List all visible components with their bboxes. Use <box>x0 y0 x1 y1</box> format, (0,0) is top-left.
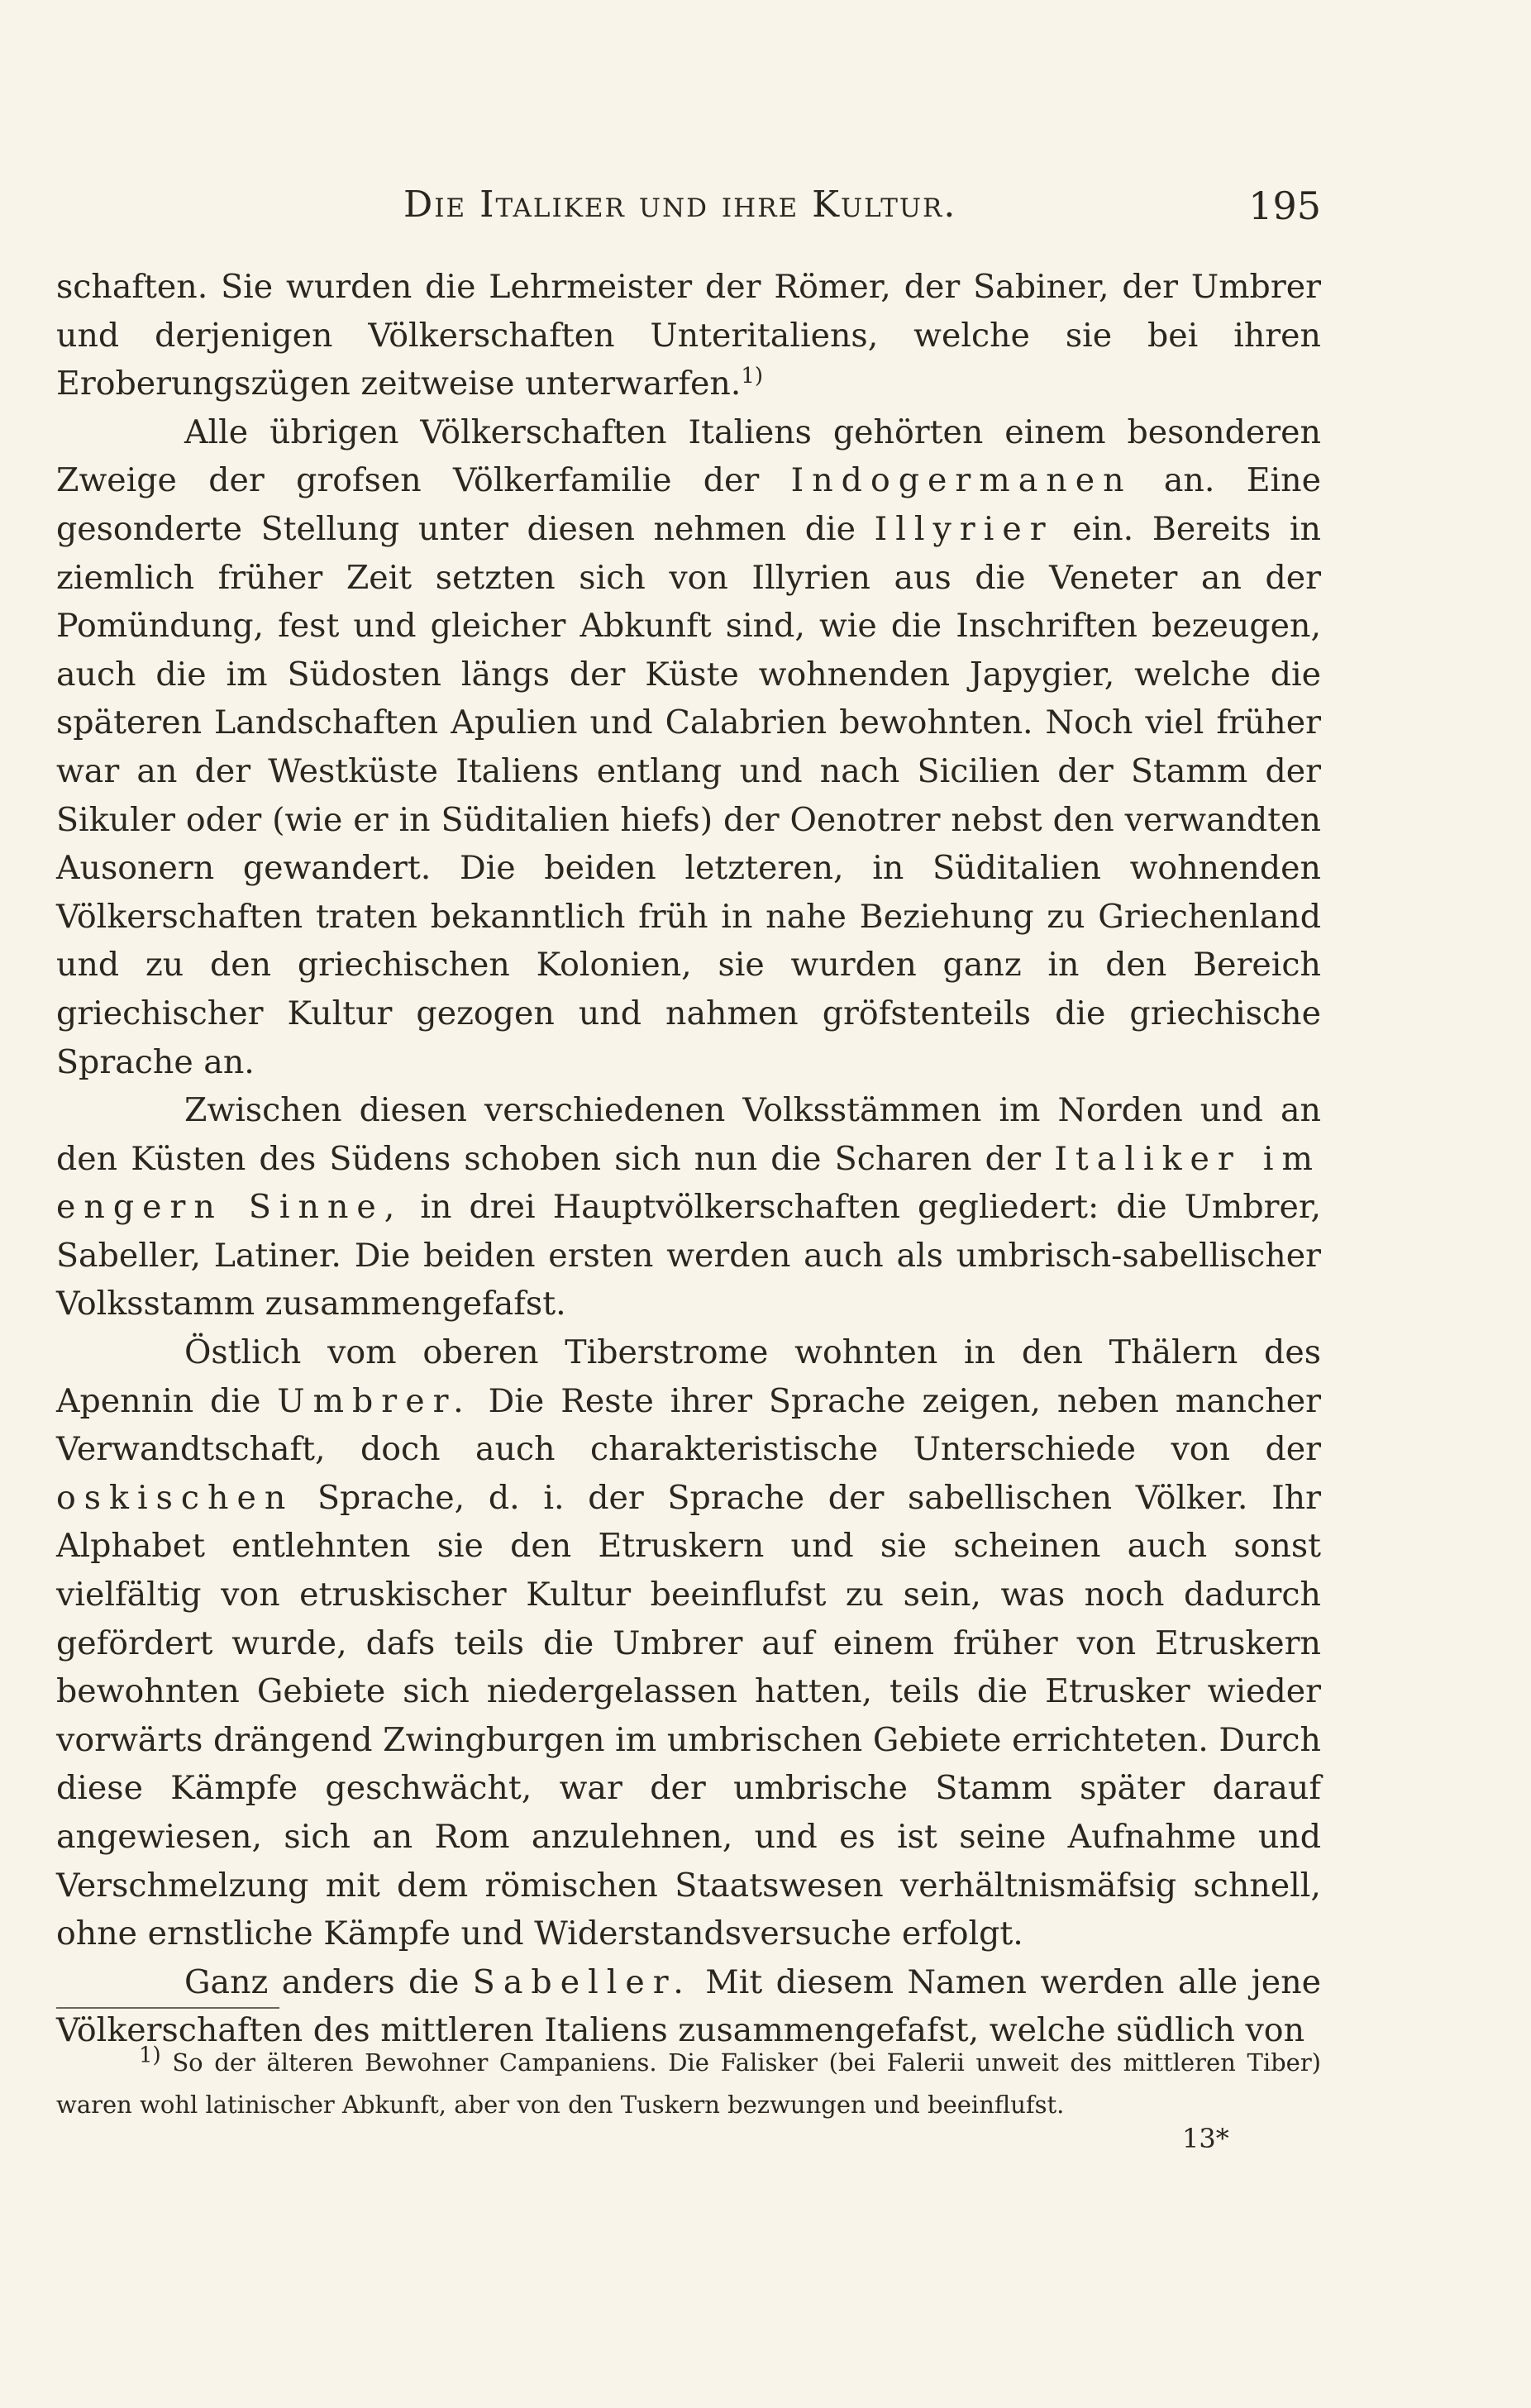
p3-text-a: Zwischen diesen verschiedenen Volksstämmen im Norden und an den Küsten des Südens schoben sich nun die Scharen der <box>56 1091 1321 1178</box>
page-number: 195 <box>1248 184 1321 228</box>
header-title: Die Italiker und ihre Kultur. <box>403 184 957 226</box>
p3-text-b: in drei Hauptvölkerschaften gegliedert: die Umbrer, Sabeller, Latiner. Die beiden ersten werden auch als umbrisch-sabellischer Volksstamm zusammengefafst. <box>56 1188 1322 1323</box>
footnote-text: So der älteren Bewohner Campaniens. Die Falisker (bei Falerii unweit des mittleren Tiber) waren wohl latinischer Abkunft, aber von den Tuskern bezwungen und beeinflufst. <box>56 2048 1321 2119</box>
paragraph-1 <box>56 263 1321 408</box>
p2-text-a: Alle übrigen Völkerschaften Italiens gehörten einem besonderen Zweige der grofsen Völkerfamilie der <box>56 412 1321 500</box>
footnote-divider <box>56 2007 279 2009</box>
p4-text-b: Die Reste ihrer Sprache zeigen, neben mancher Verwandtschaft, doch auch charakteristische Unterschiede von der <box>56 1381 1321 1469</box>
p4-text-a: Östlich vom oberen Tiberstrome wohnten in den Thälern des Apennin die <box>56 1333 1321 1420</box>
p3-spaced-term-1: Italiker im engern Sinne, <box>56 1139 1322 1227</box>
paragraph-4 <box>56 1328 1321 1958</box>
paragraph-2 <box>56 408 1321 1086</box>
p2-text-c: ein. Bereits in ziemlich früher Zeit setzten sich von Illyrien aus die Veneter an der Pomündung, fest und gleicher Abkunft sind, wie die Inschriften bezeugen, auch die im Südosten längs der Küste wohnenden Japygier, welche die späteren Landschaften Apulien und Calabrien bewohnten. Noch viel früher war an der Westküste Italiens entlang und nach Sicilien der Stamm der Sikuler oder (wie er in Süditalien hiefs) der Oenotrer nebst den verwandten Ausonern gewandert. Die beiden letzteren, in Süditalien wohnenden Völkerschaften traten bekanntlich früh in nahe Beziehung zu Griechenland und zu den griechischen Kolonien, sie wurden ganz in den Bereich griechischer Kultur gezogen und nahmen gröfstenteils die griechische Sprache an. <box>56 509 1321 1081</box>
footnote <box>56 2042 1321 2126</box>
p2-text-b: an. Eine gesonderte Stellung unter diesen nehmen die <box>56 461 1321 548</box>
signature-mark: 13* <box>1182 2123 1229 2154</box>
p5-spaced-term-1: Sabeller. <box>472 1962 692 2001</box>
p5-text-a: Ganz anders die <box>184 1962 460 2001</box>
running-header <box>56 184 1321 233</box>
p4-text-c: Sprache, d. i. der Sprache der sabellischen Völker. Ihr Alphabet entlehnten sie den Etruskern und sie scheinen auch sonst vielfältig von etruskischer Kultur beeinflufst zu sein, was noch dadurch gefördert wurde, dafs teils die Umbrer auf einem früher von Etruskern bewohnten Gebiete sich niedergelassen hatten, teils die Etrusker wieder vorwärts drängend Zwingburgen im umbrischen Gebiete errichteten. Durch diese Kämpfe geschwächt, war der umbrische Stamm später darauf angewiesen, sich an Rom anzulehnen, und es ist seine Aufnahme und Verschmelzung mit dem römischen Staatswesen verhältnismäfsig schnell, ohne ernstliche Kämpfe und Widerstandsversuche erfolgt. <box>56 1478 1322 1953</box>
paragraph-3 <box>56 1086 1321 1328</box>
p2-spaced-term-2: Illyrier <box>874 509 1054 548</box>
body-text <box>56 263 1321 2055</box>
p5-text-b: Mit diesem Namen werden alle jene Völkerschaften des mittleren Italiens zusammengefafst, welche südlich von <box>56 1962 1322 2050</box>
p2-spaced-term-1: Indogermanen <box>790 461 1133 500</box>
footnote-reference: 1) <box>741 364 764 389</box>
footnote-paragraph <box>56 2042 1321 2126</box>
p1-text: schaften. Sie wurden die Lehrmeister der Römer, der Sabiner, der Umbrer und derjenigen Völkerschaften Unteritaliens, welche sie bei ihren Eroberungszügen zeitweise unterwarfen. <box>56 268 1321 403</box>
footnote-marker: 1) <box>139 2043 161 2068</box>
p4-spaced-term-1: Umbrer. <box>277 1381 472 1420</box>
p4-spaced-term-2: oskischen <box>56 1478 294 1517</box>
